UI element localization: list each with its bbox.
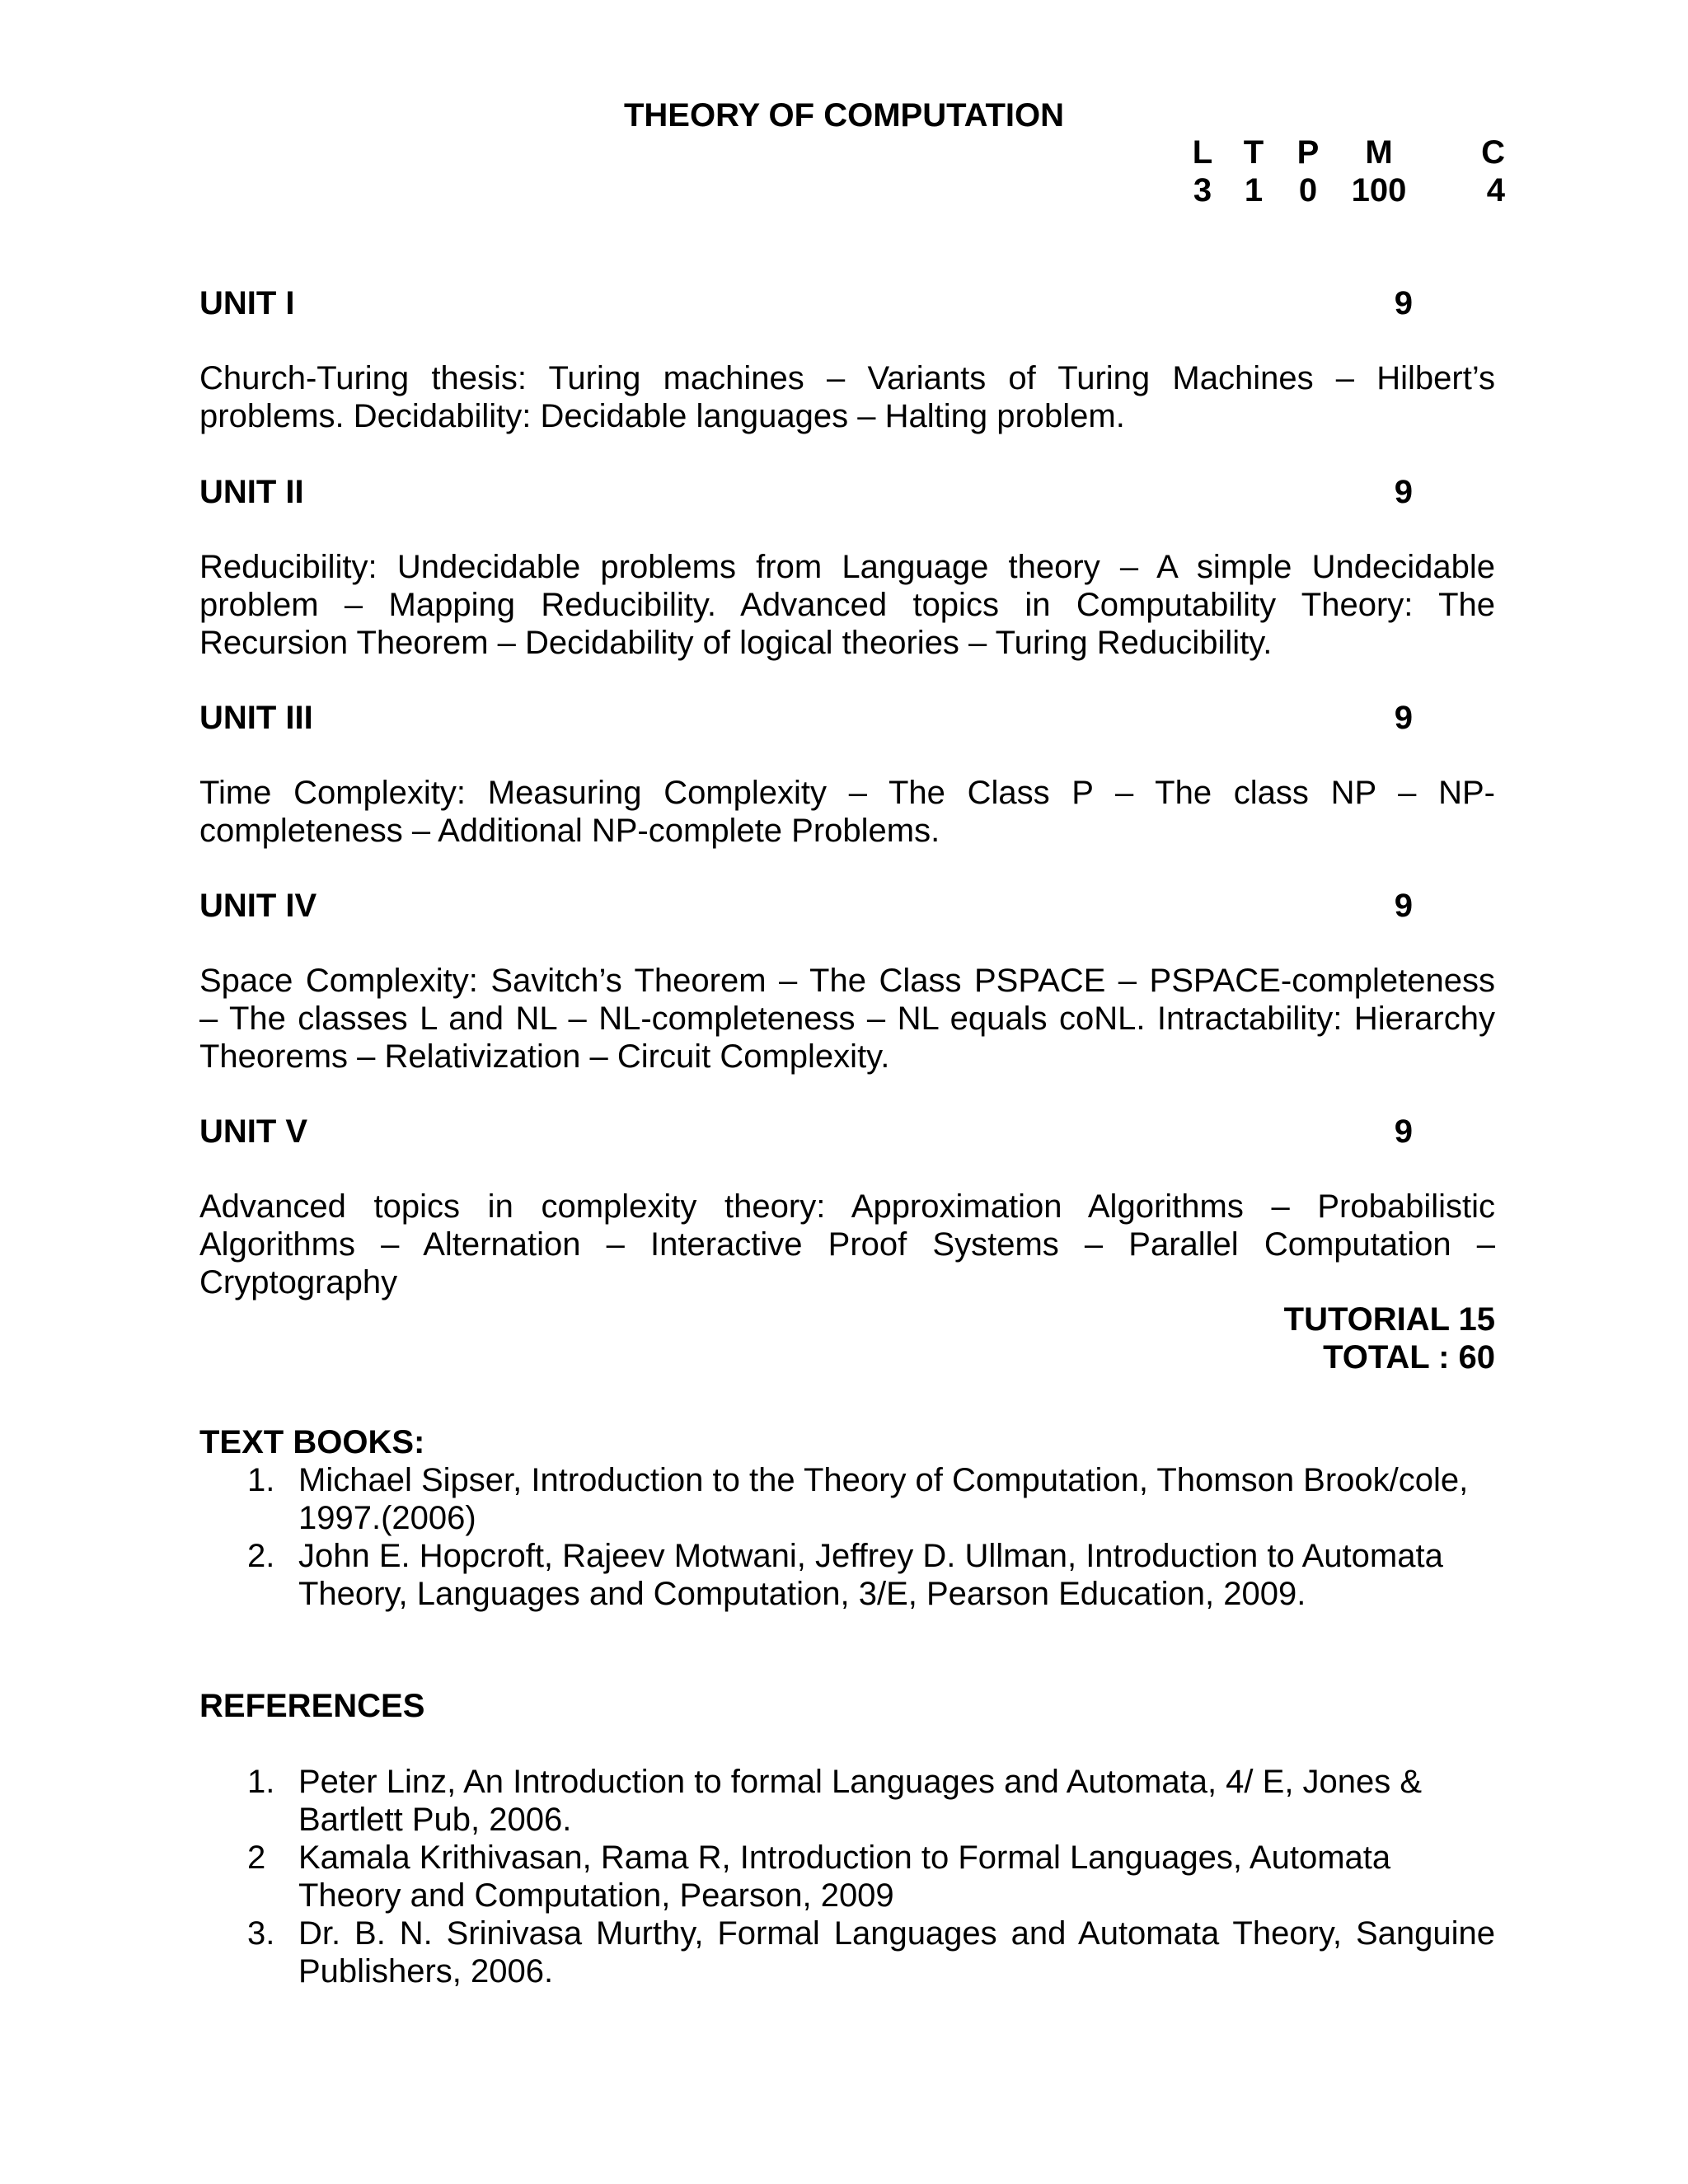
unit-3-heading xyxy=(199,699,1413,737)
text-books-list xyxy=(199,1461,1495,1613)
credits-value-c: 4 xyxy=(1486,172,1505,209)
unit-3-content xyxy=(199,774,1495,850)
item-line: Kamala Krithivasan, Rama R, Introduction to Formal Languages, Automata xyxy=(298,1840,1391,1876)
unit-label: UNIT II xyxy=(199,474,304,510)
credits-value-m: 100 xyxy=(1351,172,1407,209)
list-item xyxy=(199,1461,1495,1537)
unit-label: UNIT IV xyxy=(199,888,317,924)
page-title: THEORY OF COMPUTATION xyxy=(623,97,1065,134)
references-list xyxy=(199,1763,1495,1990)
item-line: Peter Linz, An Introduction to formal Languages and Automata, 4/ E, Jones & xyxy=(298,1764,1423,1800)
item-line: Dr. B. N. Srinivasa Murthy, Formal Languages and Automata Theory, Sanguine xyxy=(298,1915,1495,1952)
item-number: 3. xyxy=(247,1915,275,1952)
content-line: problem – Mapping Reducibility. Advanced topics in Computability Theory: The xyxy=(199,587,1495,623)
content-line: problems. Decidability: Decidable languages – Halting problem. xyxy=(199,398,1125,434)
credits-header-row xyxy=(1179,134,1505,171)
credits-header-p: P xyxy=(1296,134,1320,171)
list-item xyxy=(199,1537,1495,1613)
credits-header-t: T xyxy=(1243,134,1264,171)
credits-value-l: 3 xyxy=(1193,172,1212,209)
unit-2-heading xyxy=(199,473,1413,511)
references-heading: REFERENCES xyxy=(199,1688,425,1724)
content-line: Recursion Theorem – Decidability of logical theories – Turing Reducibility. xyxy=(199,625,1273,661)
content-line: Algorithms – Alternation – Interactive Proof Systems – Parallel Computation – xyxy=(199,1226,1495,1263)
item-line: Theory and Computation, Pearson, 2009 xyxy=(298,1877,894,1914)
content-line: Time Complexity: Measuring Complexity – The Class P – The class NP – NP- xyxy=(199,775,1495,811)
content-line: Theorems – Relativization – Circuit Complexity. xyxy=(199,1038,890,1075)
credits-value-row xyxy=(1179,171,1505,209)
unit-hours: 9 xyxy=(1394,888,1413,924)
unit-hours: 9 xyxy=(1394,700,1413,736)
list-item xyxy=(199,1839,1495,1915)
text-books-heading: TEXT BOOKS: xyxy=(199,1424,425,1460)
total-hours: TOTAL : 60 xyxy=(1323,1339,1495,1376)
unit-hours: 9 xyxy=(1394,1113,1413,1150)
unit-label: UNIT III xyxy=(199,700,313,736)
credits-value-p: 0 xyxy=(1298,172,1318,209)
item-number: 2. xyxy=(247,1538,275,1574)
credits-header-l: L xyxy=(1192,134,1213,171)
unit-5-content xyxy=(199,1188,1495,1301)
unit-label: UNIT I xyxy=(199,285,295,321)
credits-header-c: C xyxy=(1481,134,1505,171)
content-line: Advanced topics in complexity theory: Approximation Algorithms – Probabilistic xyxy=(199,1188,1495,1225)
item-number: 1. xyxy=(247,1462,275,1498)
unit-hours: 9 xyxy=(1394,285,1413,321)
item-line: Theory, Languages and Computation, 3/E, Pearson Education, 2009. xyxy=(298,1576,1306,1612)
credits-table xyxy=(1179,134,1505,209)
content-line: Cryptography xyxy=(199,1264,398,1301)
list-item xyxy=(199,1915,1495,1990)
item-line: John E. Hopcroft, Rajeev Motwani, Jeffrey D. Ullman, Introduction to Automata xyxy=(298,1538,1443,1574)
content-line: Space Complexity: Savitch’s Theorem – The Class PSPACE – PSPACE-completeness xyxy=(199,963,1495,999)
list-item xyxy=(199,1763,1495,1839)
content-line: – The classes L and NL – NL-completeness – NL equals coNL. Intractability: Hierarchy xyxy=(199,1001,1495,1037)
item-line: Publishers, 2006. xyxy=(298,1953,554,1990)
unit-label: UNIT V xyxy=(199,1113,308,1150)
credits-value-t: 1 xyxy=(1244,172,1264,209)
unit-1-content xyxy=(199,359,1495,435)
content-line: completeness – Additional NP-complete Problems. xyxy=(199,813,940,849)
credits-header-m: M xyxy=(1365,134,1393,171)
tutorial-hours: TUTORIAL 15 xyxy=(1283,1301,1495,1338)
item-line: 1997.(2006) xyxy=(298,1500,476,1536)
unit-4-content xyxy=(199,962,1495,1076)
item-line: Michael Sipser, Introduction to the Theory of Computation, Thomson Brook/cole, xyxy=(298,1462,1469,1498)
content-line: Reducibility: Undecidable problems from Language theory – A simple Undecidable xyxy=(199,549,1495,585)
content-line: Church-Turing thesis: Turing machines – Variants of Turing Machines – Hilbert’s xyxy=(199,360,1495,396)
item-number: 2 xyxy=(247,1840,266,1876)
unit-2-content xyxy=(199,548,1495,662)
item-number: 1. xyxy=(247,1764,275,1800)
item-line: Bartlett Pub, 2006. xyxy=(298,1802,572,1838)
unit-hours: 9 xyxy=(1394,474,1413,510)
unit-1-heading xyxy=(199,284,1413,322)
unit-5-heading xyxy=(199,1113,1413,1151)
unit-4-heading xyxy=(199,887,1413,925)
